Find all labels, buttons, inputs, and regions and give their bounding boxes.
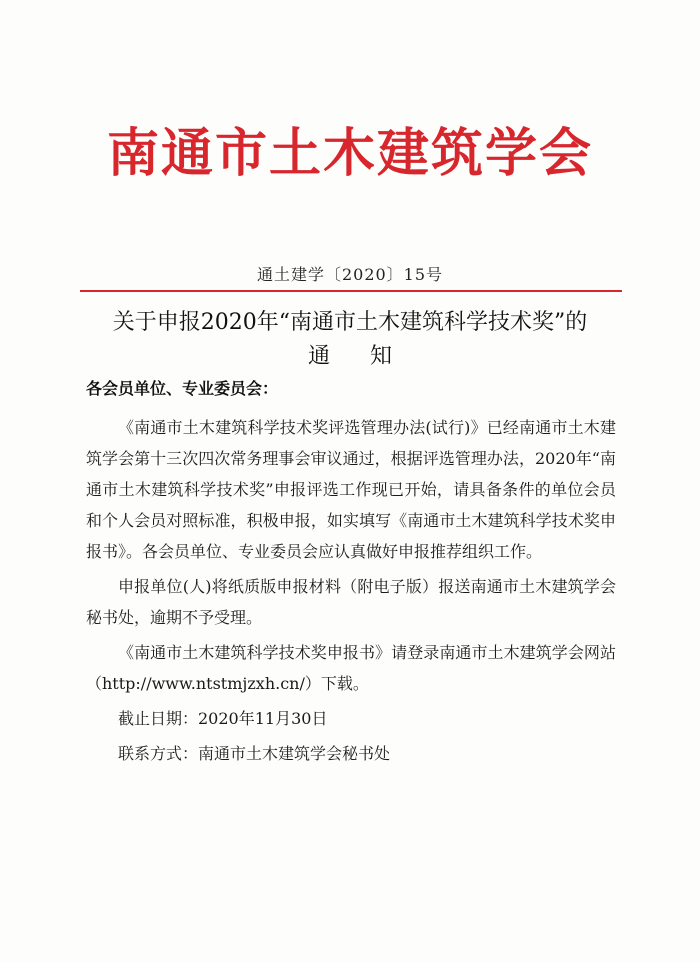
body-paragraph-3: 《南通市土木建筑科学技术奖申报书》请登录南通市土木建筑学会网站（http://www.ntstmjzxh.cn/）下载。 (86, 643, 616, 693)
organization-letterhead: 南通市土木建筑学会 (106, 124, 593, 184)
salutation: 各会员单位、专业委员会： (86, 379, 279, 398)
contact-line: 联系方式：南通市土木建筑学会秘书处 (118, 744, 391, 763)
body-paragraph-1: 《南通市土木建筑科学技术奖评选管理办法(试行)》已经南通市土木建筑学会第十三次四次常务理事会审议通过，根据评选管理办法，2020年“南通市土木建筑科学技术奖”申报评选工作现已开始，请具备条件的单位会员和个人会员对照标准，积极申报，如实填写《南通市土木建筑科学技术奖申报书》。各会员单位、专业委员会应认真做好申报推荐组织工作。 (86, 418, 616, 561)
document-number: 通土建学〔2020〕15号 (256, 265, 444, 284)
letterhead-divider (80, 290, 622, 292)
body-paragraph-2: 申报单位(人)将纸质版申报材料（附电子版）报送南通市土木建筑学会秘书处，逾期不予受理。 (86, 577, 616, 627)
notice-title (0, 306, 700, 374)
notice-body (86, 412, 616, 773)
deadline-line: 截止日期：2020年11月30日 (118, 709, 328, 728)
notice-title-line1: 关于申报2020年“南通市土木建筑科学技术奖”的 (112, 310, 588, 335)
notice-title-line2: 通知 (307, 344, 432, 369)
